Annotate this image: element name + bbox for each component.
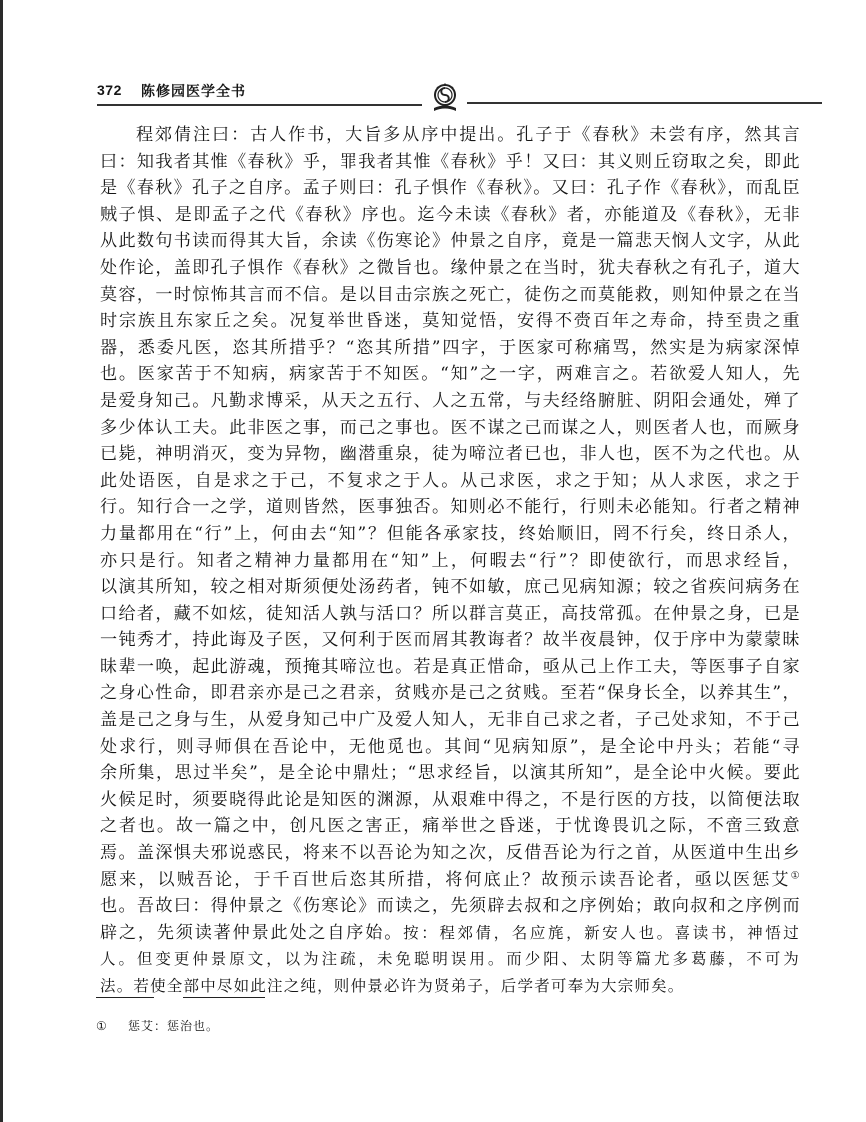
text-line: 之身心性命，即君亲亦是己之君亲，贫贱亦是己之贫贱。至若“保身长全，以养其生”， (100, 683, 800, 704)
text-line: 亦只是行。知者之精神力量都用在“知”上，何暇去“行”？即使欲行，而思求经旨， (100, 550, 800, 571)
text-line: 是《春秋》孔子之自序。孟子则曰：孔子惧作《春秋》。又曰：孔子作《春秋》，而乱臣 (100, 178, 800, 199)
footnote (96, 1017, 219, 1034)
text-line: 也。医家苦于不知病，病家苦于不知医。“知”之一字，两难言之。若欲爱人知人，先 (100, 364, 800, 385)
text-line: 处求行，则寻师俱在吾论中，无他觅也。其间“见病知原”，是全论中丹头；若能“寻 (100, 736, 800, 757)
footnote-text: 惩艾：惩治也。 (128, 1019, 220, 1033)
text-line: 昧辈一唤，起此游魂，预掩其啼泣也。若是真正惜命，亟从己上作工夫，等医事子自家 (100, 656, 800, 677)
editor-note-line: 法。若使全部中尽如此注之纯，则仲景必许为贤弟子，后学者可奉为大宗师矣。 (100, 977, 685, 995)
text-line: 多少体认工夫。此非医之事，而己之事也。医不谋之己而谋之人，则医者人也，而厥身 (100, 417, 800, 438)
editor-note-segment: 按：程郊倩，名应旄，新安人也。喜读书，神悟过 (403, 923, 800, 942)
text-line: 莫容，一时惊怖其言而不信。是以目击宗族之死亡，徒伤之而莫能救，则知仲景之在当 (100, 284, 800, 305)
footnote-reference: ① (790, 869, 800, 881)
text-line: 曰：知我者其惟《春秋》乎，罪我者其惟《春秋》乎！又曰：其义则丘窃取之矣，即此 (100, 151, 800, 172)
text-line: 口给者，藏不如炫，徒知活人孰与活口？所以群言莫正，高技常孤。在仲景之身，已是 (100, 603, 800, 624)
text-line: 行。知行合一之学，道则皆然，医事独否。知则必不能行，行则未必能知。行者之精神 (100, 497, 800, 518)
text-line: 器，悉委凡医，恣其所措乎？“恣其所措”四字，于医家可称痛骂，然实是为病家深悼 (100, 337, 800, 358)
text-line-mixed (100, 920, 800, 947)
text-segment: 愿来，以贼吾论，于千百世后恣其所措，将何底止？故预示读吾论者，亟以医惩艾 (100, 869, 791, 890)
page-left-border (0, 0, 3, 1122)
header-rule-right (467, 102, 822, 104)
yin-yang-emblem-icon (431, 83, 459, 113)
text-line: 从此数句书读而得其大旨，余读《伤寒论》仲景之自序，竟是一篇悲天悯人文字，从此 (100, 231, 800, 252)
text-line: 贼子惧、是即孟子之代《春秋》序也。迄今未读《春秋》者，亦能道及《春秋》，无非 (100, 204, 800, 225)
text-line: 以演其所知，较之相对斯须便处汤药者，钝不如敏，庶己见病知源；较之省疾问病务在 (100, 577, 800, 598)
text-line: 盖是己之身与生，从爱身知己中广及爱人知人，无非自己求之者，子己处求知，不于己 (100, 710, 800, 731)
text-line: 处作论，盖即孔子惧作《春秋》之微旨也。缘仲景之在当时，犹夫春秋之有孔子，道大 (100, 257, 800, 278)
text-line: 焉。盖深惧夫邪说惑民，将来不以吾论为知之次，反借吾论为行之首，从医道中生出乡 (100, 843, 800, 864)
text-line: 也。吾故曰：得仲景之《伤寒论》而读之，先须辟去叔和之序例始；敢向叔和之序例而 (100, 896, 800, 917)
footnote-number: ① (96, 1019, 108, 1033)
text-line: 已毙，神明消灭，变为异物，幽潜重泉，徒为啼泣者已也，非人也，医不为之代也。从 (100, 444, 800, 465)
page-number: 372 (97, 82, 122, 98)
main-text (100, 122, 800, 1000)
text-segment: 辟之，先须读著仲景此处之自序始。 (100, 922, 404, 943)
text-line: 火候足时，须要晓得此论是知医的渊源，从艰难中得之，不是行医的方技，以简便法取 (100, 789, 800, 810)
text-line: 之者也。故一篇之中，创凡医之害正，痛举世之昏迷，于忧谗畏讥之际，不啻三致意 (100, 816, 800, 837)
text-line: 此处语医，自是求之于己，不复求之于人。从己求医，求之于知；从人求医，求之于 (100, 470, 800, 491)
header-rule-left (97, 104, 422, 106)
text-line-with-footnote (100, 867, 800, 894)
page-header (97, 80, 817, 110)
text-line: 力量都用在“行”上，何由去“知”？但能各承家技，终始顺旧，罔不行矣，终日杀人， (100, 523, 800, 544)
text-line: 是爱身知己。凡勤求博采，从天之五行、人之五常，与夫经络腑脏、阴阳会通处，殚了 (100, 390, 800, 411)
footnote-rule-left (96, 997, 154, 998)
text-line: 时宗族且东家丘之矣。况复举世昏迷，莫知觉悟，安得不赍百年之寿命，持至贵之重 (100, 311, 800, 332)
text-line: 一钝秀才，持此诲及子医，又何利于医而屑其教诲者？故半夜晨钟，仅于序中为蒙蒙昧 (100, 630, 800, 651)
text-line: 余所集，思过半矣”，是全论中鼎灶；“思求经旨，以演其所知”，是全论中火候。要此 (100, 763, 800, 784)
book-title: 陈修园医学全书 (141, 84, 246, 100)
text-line: 程郊倩注曰：古人作书，大旨多从序中提出。孔子于《春秋》未尝有序，然其言 (136, 125, 800, 145)
footnote-rule-right (183, 997, 265, 998)
editor-note-line: 人。但变更仲景原文，以为注疏，未免聪明误用。而少阳、太阴等篇尤多葛藤，不可为 (100, 950, 800, 969)
